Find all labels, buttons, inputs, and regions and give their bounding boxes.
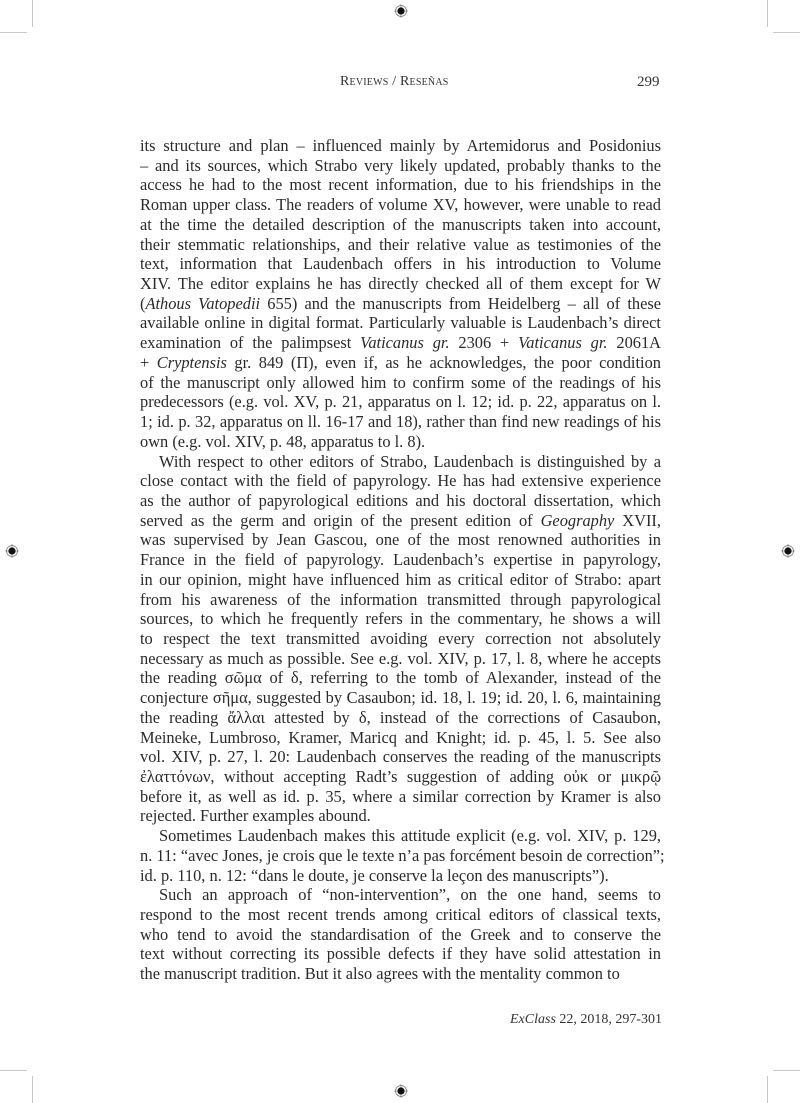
text-line: text, information that Laudenbach offers in his introduction to Volume bbox=[140, 254, 661, 274]
text-line: – and its sources, which Strabo very likely updated, probably thanks to the bbox=[140, 155, 661, 175]
text-line: at the time the detailed description of the manuscripts taken into account, bbox=[140, 214, 661, 234]
text-line: own (e.g. vol. XIV, p. 48, apparatus to l. 8). bbox=[140, 431, 426, 451]
journal-citation-footer bbox=[510, 1012, 662, 1028]
text-line: to respect the text transmitted avoiding every correction not absolutely bbox=[140, 628, 661, 648]
journal-name: ExClass bbox=[510, 1012, 556, 1027]
crop-mark-top-left-horizontal bbox=[0, 32, 27, 33]
text-line: as the author of papyrological editions and his doctoral dissertation, which bbox=[140, 490, 661, 510]
article-body bbox=[140, 136, 665, 984]
crop-mark-top-left-vertical bbox=[32, 0, 33, 27]
text-line: served as the germ and origin of the present edition of Geography XVII, bbox=[140, 510, 661, 530]
text-line: conjecture σῆμα, suggested by Casaubon; id. 18, l. 19; id. 20, l. 6, maintaining bbox=[140, 688, 661, 708]
text-line: 1; id. p. 32, apparatus on ll. 16-17 and 18), rather than find new readings of his bbox=[140, 412, 661, 432]
crop-mark-bottom-left-vertical bbox=[32, 1076, 33, 1103]
text-line: their stemmatic relationships, and their relative value as testimonies of the bbox=[140, 234, 661, 254]
crop-mark-bottom-right-vertical bbox=[767, 1076, 768, 1103]
crop-mark-top-right-horizontal bbox=[773, 32, 800, 33]
text-line: close contact with the field of papyrology. He has had extensive experience bbox=[140, 471, 661, 491]
text-line: access he had to the most recent information, due to his friendships in the bbox=[140, 175, 661, 195]
text-line: ἐλαττόνων, without accepting Radt’s suggestion of adding οὐκ or μικρῷ bbox=[140, 767, 661, 786]
text-line: (Athous Vatopedii 655) and the manuscripts from Heidelberg – all of these bbox=[140, 293, 661, 313]
text-line: rejected. Further examples abound. bbox=[140, 806, 371, 826]
text-line: respond to the most recent trends among critical editors of classical texts, bbox=[140, 905, 661, 925]
crop-mark-bottom-left-horizontal bbox=[0, 1070, 27, 1071]
text-line: vol. XIV, p. 27, l. 20: Laudenbach conserves the reading of the manuscripts bbox=[140, 747, 661, 767]
registration-mark-left-icon bbox=[5, 544, 19, 558]
text-line: the reading σῶμα of δ, referring to the tomb of Alexander, instead of the bbox=[140, 668, 661, 688]
journal-citation: 22, 2018, 297-301 bbox=[555, 1012, 663, 1027]
paragraph bbox=[140, 885, 661, 984]
text-line: Such an approach of “non-intervention”, on the one hand, seems to bbox=[159, 885, 661, 905]
text-line: n. 11: “avec Jones, je crois que le texte n’a pas forcément besoin de correction”; bbox=[140, 845, 665, 865]
text-line: necessary as much as possible. See e.g. vol. XIV, p. 17, l. 8, where he accepts bbox=[140, 648, 661, 668]
text-line: the reading ἄλλαι attested by δ, instead of the corrections of Casaubon, bbox=[140, 707, 661, 727]
text-line: was supervised by Jean Gascou, one of the most renowned authorities in bbox=[140, 530, 661, 550]
paragraph bbox=[140, 452, 661, 827]
page-number: 299 bbox=[637, 74, 660, 90]
text-line: predecessors (e.g. vol. XV, p. 21, apparatus on l. 12; id. p. 22, apparatus on l. bbox=[140, 392, 661, 412]
text-line: of the manuscript only allowed him to confirm some of the readings of his bbox=[140, 372, 661, 392]
text-line: text without correcting its possible defects if they have solid attestation in bbox=[140, 944, 661, 964]
crop-mark-bottom-right-horizontal bbox=[773, 1070, 800, 1071]
crop-mark-top-right-vertical bbox=[767, 0, 768, 27]
running-head bbox=[0, 74, 800, 94]
paragraph bbox=[140, 826, 665, 885]
text-line: before it, as well as id. p. 35, where a similar correction by Kramer is also bbox=[140, 786, 661, 806]
text-line: Sometimes Laudenbach makes this attitude explicit (e.g. vol. XIV, p. 129, bbox=[159, 826, 661, 846]
text-line: the manuscript tradition. But it also agrees with the mentality common to bbox=[140, 964, 620, 984]
text-line: + Cryptensis gr. 849 (Π), even if, as he acknowledges, the poor condition bbox=[140, 352, 661, 372]
registration-mark-top-icon bbox=[394, 4, 408, 18]
text-line: Meineke, Lumbroso, Kramer, Maricq and Knight; id. p. 45, l. 5. See also bbox=[140, 727, 661, 747]
text-line: available online in digital format. Particularly valuable is Laudenbach’s direct bbox=[140, 313, 661, 333]
text-line: France in the field of papyrology. Laudenbach’s expertise in papyrology, bbox=[140, 550, 661, 570]
text-line: examination of the palimpsest Vaticanus gr. 2306 + Vaticanus gr. 2061A bbox=[140, 333, 661, 353]
paragraph bbox=[140, 136, 661, 452]
text-line: Roman upper class. The readers of volume XV, however, were unable to read bbox=[140, 195, 661, 215]
text-line: XIV. The editor explains he has directly checked all of them except for W bbox=[140, 274, 661, 294]
text-line: from his awareness of the information transmitted through papyrological bbox=[140, 589, 661, 609]
registration-mark-right-icon bbox=[781, 544, 795, 558]
registration-mark-bottom-icon bbox=[394, 1084, 408, 1098]
text-line: its structure and plan – influenced mainly by Artemidorus and Posidonius bbox=[140, 136, 661, 155]
text-line: id. p. 110, n. 12: “dans le doute, je conserve la leçon des manuscripts”). bbox=[140, 865, 609, 885]
text-line: in our opinion, might have influenced him as critical editor of Strabo: apart bbox=[140, 569, 661, 589]
running-head-title: Reviews / Reseñas bbox=[340, 74, 449, 89]
text-line: sources, to which he frequently refers in the commentary, he shows a will bbox=[140, 609, 661, 629]
text-line: who tend to avoid the standardisation of the Greek and to conserve the bbox=[140, 924, 661, 944]
text-line: With respect to other editors of Strabo, Laudenbach is distinguished by a bbox=[159, 451, 661, 471]
